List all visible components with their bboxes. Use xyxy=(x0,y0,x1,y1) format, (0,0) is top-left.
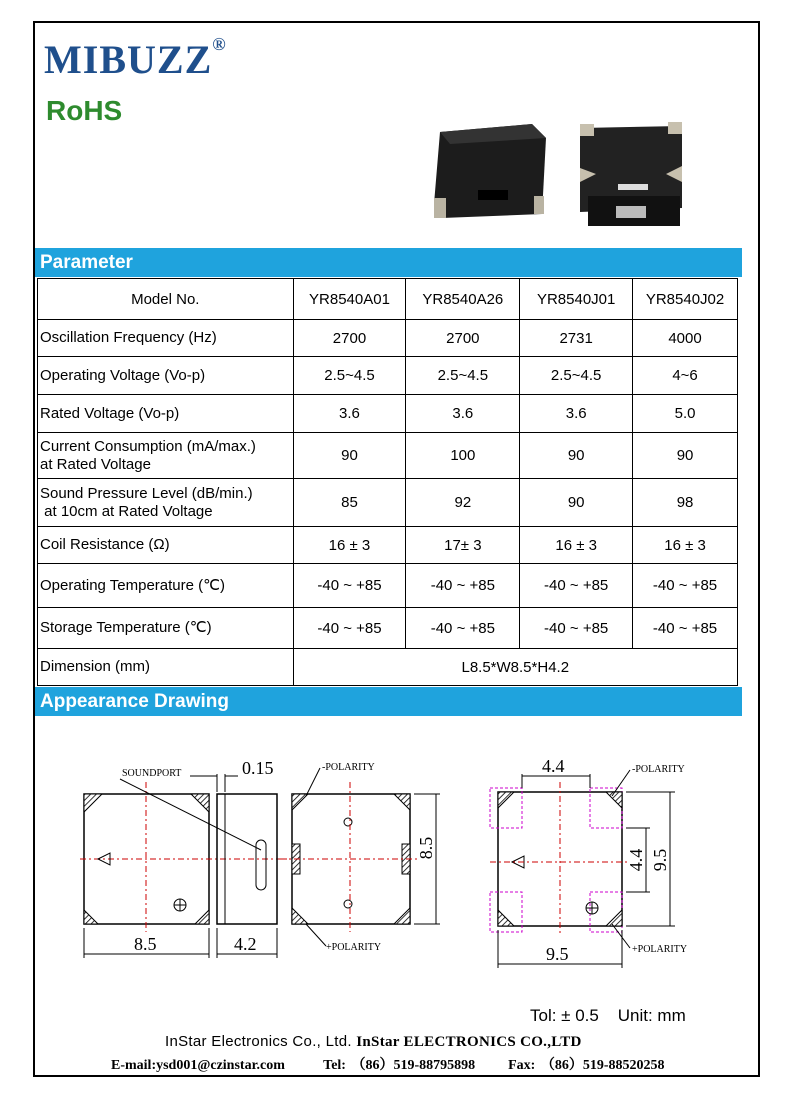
product-photo xyxy=(420,118,720,230)
dim-4-2: 4.2 xyxy=(234,934,257,954)
tel-text: Tel: （86）519-88795898 xyxy=(323,1058,476,1073)
table-cell: 2.5~4.5 xyxy=(406,357,520,395)
table-cell: 100 xyxy=(406,433,520,479)
table-cell: 16 ± 3 xyxy=(293,527,406,564)
table-cell: -40 ~ +85 xyxy=(293,564,406,608)
table-cell: 92 xyxy=(406,479,520,527)
table-row xyxy=(38,395,738,433)
table-cell: -40 ~ +85 xyxy=(520,564,633,608)
table-cell: -40 ~ +85 xyxy=(293,608,406,649)
table-row xyxy=(38,608,738,649)
dim-9-5-side: 9.5 xyxy=(650,848,670,872)
neg-polarity-label: -POLARITY xyxy=(322,762,375,773)
table-row xyxy=(38,357,738,395)
table-cell: 98 xyxy=(633,479,738,527)
table-row xyxy=(38,649,738,686)
row-label: Dimension (mm) xyxy=(38,649,294,686)
table-row xyxy=(38,527,738,564)
row-label: Sound Pressure Level (dB/min.) at 10cm at Rated Voltage xyxy=(38,479,294,527)
table-cell: 5.0 xyxy=(633,395,738,433)
brand-logo: MIBUZZ® xyxy=(44,34,227,82)
table-cell: 85 xyxy=(293,479,406,527)
dim-8-5-width: 8.5 xyxy=(134,934,157,954)
email-text: E-mail:ysd001@czinstar.com xyxy=(111,1058,285,1073)
row-label: Coil Resistance (Ω) xyxy=(38,527,294,564)
dim-4-4-top: 4.4 xyxy=(542,756,565,776)
table-cell: 2.5~4.5 xyxy=(293,357,406,395)
table-row xyxy=(38,564,738,608)
table-cell: -40 ~ +85 xyxy=(633,564,738,608)
table-cell: -40 ~ +85 xyxy=(633,608,738,649)
table-cell: 90 xyxy=(520,433,633,479)
row-label: Rated Voltage (Vo-p) xyxy=(38,395,294,433)
fax-text: Fax: （86）519-88520258 xyxy=(508,1058,665,1073)
parameter-header: Parameter xyxy=(35,248,742,277)
table-row xyxy=(38,479,738,527)
table-cell: 17± 3 xyxy=(406,527,520,564)
table-header-row xyxy=(38,279,738,320)
header-cell: Model No. xyxy=(38,279,294,320)
table-cell: 3.6 xyxy=(293,395,406,433)
row-label: Operating Voltage (Vo-p) xyxy=(38,357,294,395)
appearance-drawing xyxy=(70,752,710,972)
table-cell: 2700 xyxy=(293,320,406,357)
header-cell: YR8540J02 xyxy=(633,279,738,320)
table-cell: 2731 xyxy=(520,320,633,357)
table-cell: 4~6 xyxy=(633,357,738,395)
table-cell: 16 ± 3 xyxy=(520,527,633,564)
table-cell: 2700 xyxy=(406,320,520,357)
row-label: Current Consumption (mA/max.) at Rated Voltage xyxy=(38,433,294,479)
contact-line xyxy=(111,1054,665,1074)
table-cell: 16 ± 3 xyxy=(633,527,738,564)
dim-9-5-bottom: 9.5 xyxy=(546,944,569,964)
table-cell: 90 xyxy=(293,433,406,479)
table-cell: 90 xyxy=(520,479,633,527)
parameter-table xyxy=(37,278,738,686)
table-cell: 3.6 xyxy=(406,395,520,433)
pos-polarity-label: +POLARITY xyxy=(326,942,382,953)
header-cell: YR8540A01 xyxy=(293,279,406,320)
tolerance-note: Tol: ± 0.5 Unit: mm xyxy=(530,1006,686,1025)
dim-0-15: 0.15 xyxy=(242,758,274,778)
row-label: Oscillation Frequency (Hz) xyxy=(38,320,294,357)
dim-4-4-side: 4.4 xyxy=(626,848,646,872)
table-cell: -40 ~ +85 xyxy=(406,564,520,608)
rohs-label: RoHS xyxy=(46,95,123,126)
table-cell: -40 ~ +85 xyxy=(520,608,633,649)
appearance-header: Appearance Drawing xyxy=(35,687,742,716)
row-label: Operating Temperature (℃) xyxy=(38,564,294,608)
table-cell: 4000 xyxy=(633,320,738,357)
table-row xyxy=(38,433,738,479)
table-cell: 3.6 xyxy=(520,395,633,433)
table-cell: 2.5~4.5 xyxy=(520,357,633,395)
dim-8-5-height: 8.5 xyxy=(416,836,436,860)
neg-polarity-label-2: -POLARITY xyxy=(632,764,685,775)
table-row xyxy=(38,320,738,357)
company-line: InStar Electronics Co., Ltd. InStar ELECTRONICS CO.,LTD xyxy=(165,1033,582,1050)
header-cell: YR8540J01 xyxy=(520,279,633,320)
table-cell: -40 ~ +85 xyxy=(406,608,520,649)
pos-polarity-label-2: +POLARITY xyxy=(632,944,688,955)
row-label: Storage Temperature (℃) xyxy=(38,608,294,649)
header-cell: YR8540A26 xyxy=(406,279,520,320)
table-cell: L8.5*W8.5*H4.2 xyxy=(293,649,737,686)
table-cell: 90 xyxy=(633,433,738,479)
sound-port-label: SOUNDPORT xyxy=(122,768,182,779)
